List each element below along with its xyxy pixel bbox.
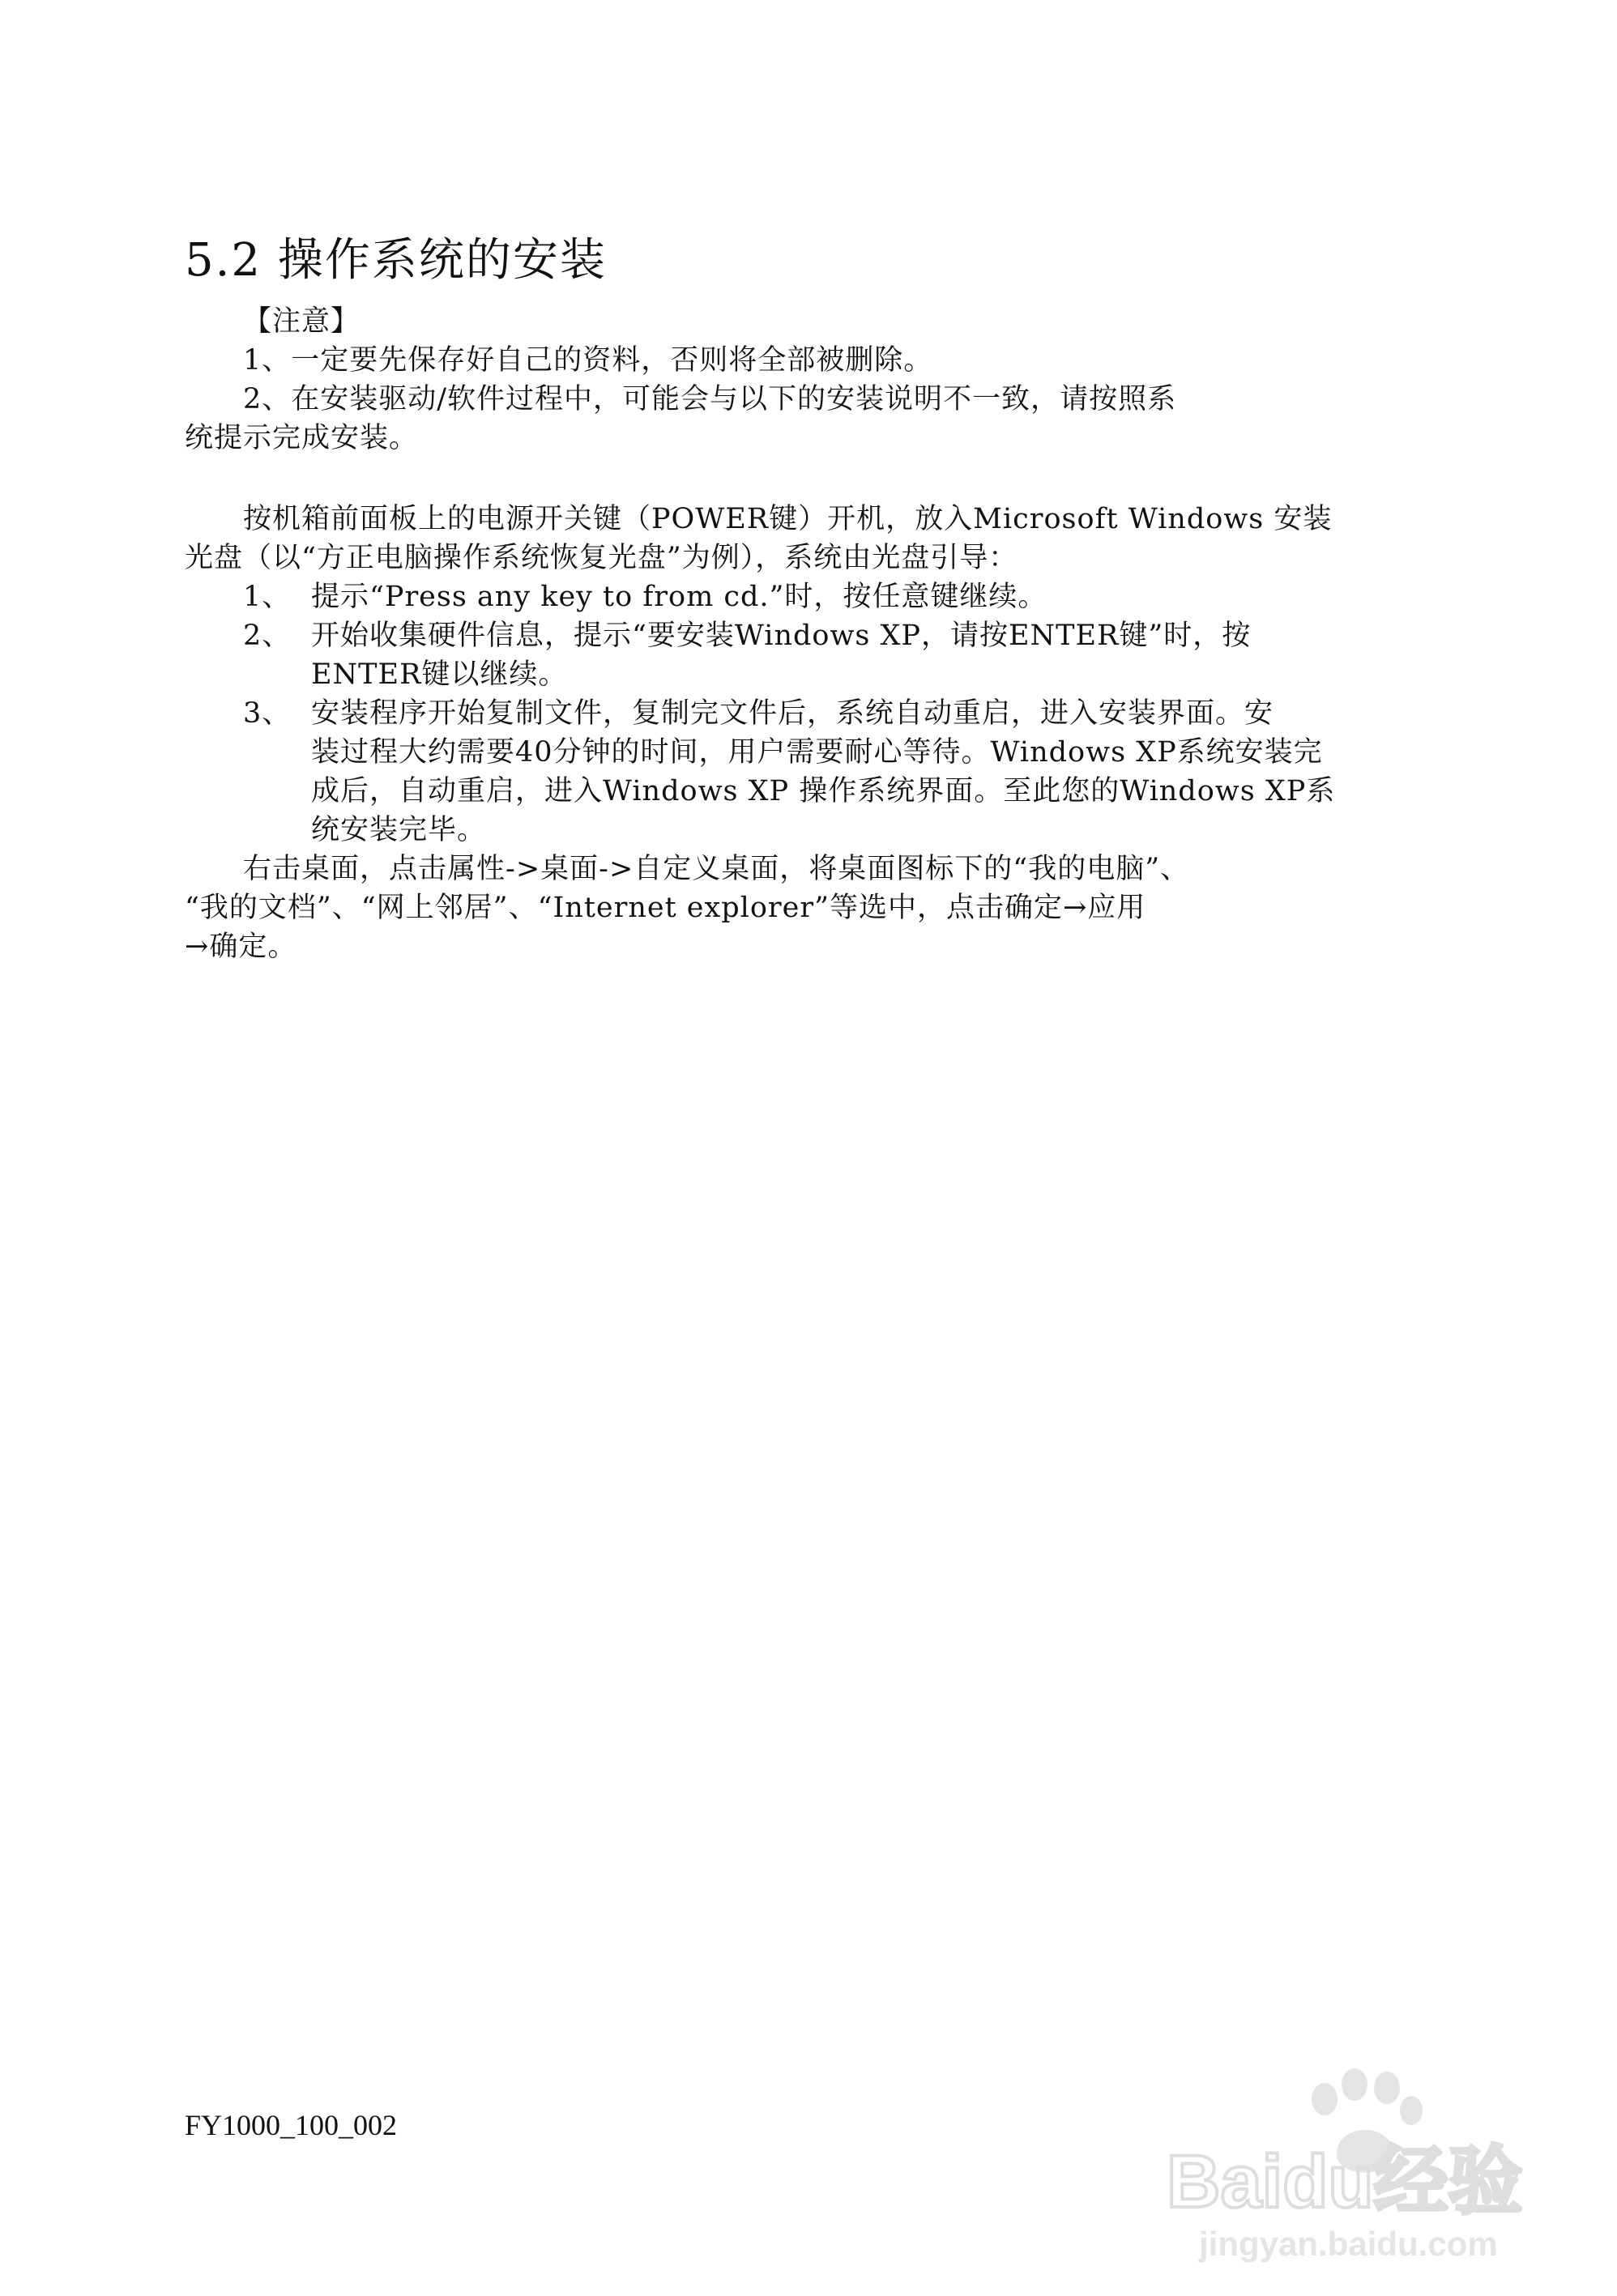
step-2-number: 2、 (243, 620, 292, 652)
step-1-number: 1、 (243, 581, 292, 613)
step-2-line-2: ENTER键以继续。 (311, 658, 568, 691)
watermark-brand: Baidu经验 (1167, 2141, 1523, 2223)
step-3-line-1: 安装程序开始复制文件，复制完文件后，系统自动重启，进入安装界面。安 (311, 697, 1274, 730)
section-heading: 5.2 操作系统的安装 (185, 234, 607, 287)
step-3-line-3: 成后，自动重启，进入Windows XP 操作系统界面。至此您的Windows XP系 (311, 775, 1336, 807)
step-2-line-1: 开始收集硬件信息，提示“要安装Windows XP，请按ENTER键”时，按 (311, 620, 1252, 652)
step-3-number: 3、 (243, 697, 292, 730)
final-line-2: “我的文档”、“网上邻居”、“Internet explorer”等选中，点击确定→应用 (185, 892, 1146, 924)
note-item-2-line-2: 统提示完成安装。 (185, 422, 419, 454)
final-line-1: 右击桌面，点击属性->桌面->自定义桌面，将桌面图标下的“我的电脑”、 (243, 853, 1190, 885)
step-3-line-4: 统安装完毕。 (311, 814, 487, 846)
note-item-1: 1、一定要先保存好自己的资料，否则将全部被删除。 (243, 344, 933, 377)
intro-line-1: 按机箱前面板上的电源开关键（POWER键）开机，放入Microsoft Windows 安装 (243, 503, 1333, 535)
final-line-3: →确定。 (185, 931, 297, 963)
intro-line-2: 光盘（以“方正电脑操作系统恢复光盘”为例），系统由光盘引导： (185, 542, 1018, 574)
note-item-2-line-1: 2、在安装驱动/软件过程中，可能会与以下的安装说明不一致，请按照系 (243, 383, 1177, 415)
step-3-line-2: 装过程大约需要40分钟的时间，用户需要耐心等待。Windows XP系统安装完 (311, 736, 1323, 769)
baidu-jingyan-watermark (1150, 2057, 1572, 2268)
watermark-url: jingyan.baidu.com (1199, 2225, 1498, 2263)
note-label: 【注意】 (243, 305, 361, 338)
document-code: FY1000_100_002 (185, 2109, 398, 2141)
step-1-line-1: 提示“Press any key to from cd.”时，按任意键继续。 (311, 581, 1047, 613)
